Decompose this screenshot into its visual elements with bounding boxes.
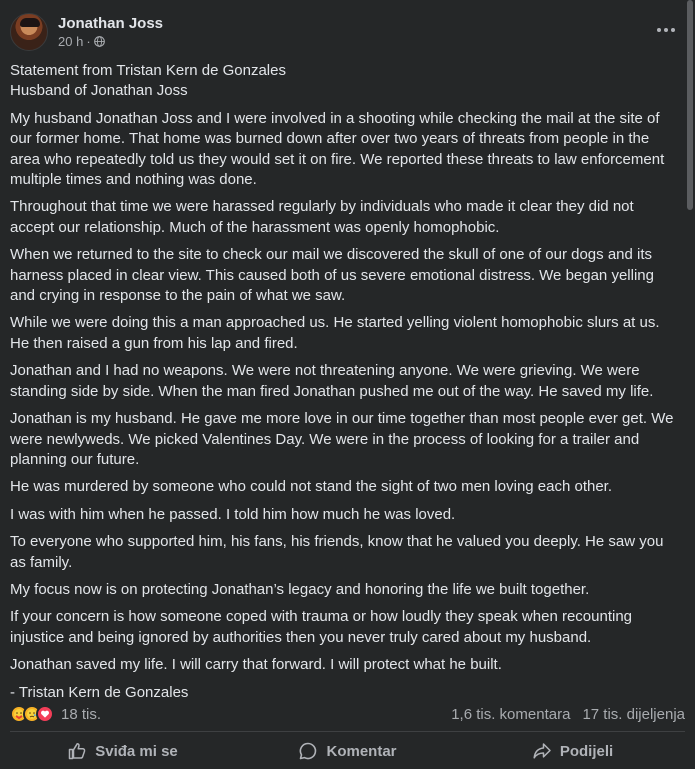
share-button[interactable] xyxy=(460,735,685,767)
shares-count[interactable]: 17 tis. dijeljenja xyxy=(582,705,685,723)
thumbs-up-icon xyxy=(67,741,87,761)
post-paragraph: Throughout that time we were harassed regularly by individuals who made it clear they did not accept our relationship. Much of the harassment was openly homophobic. xyxy=(10,198,634,236)
post-paragraph: - Tristan Kern de Gonzales xyxy=(10,683,189,701)
post-paragraph: When we returned to the site to check our mail we discovered the skull of one of our dogs and its harness placed in clear view. This caused both of us severe emotional distress. We began yelling and crying in response to the pain of what we saw. xyxy=(10,246,654,305)
engagement-stats xyxy=(451,706,685,723)
post-paragraph: If your concern is how someone coped with trauma or how loudly they speak when recounting injustice and being ignored by authorities then you never truly cared about my husband. xyxy=(10,608,633,646)
post-paragraph: Jonathan is my husband. He gave me more love in our time together than most people ever get. We were newlyweds. We picked Valentines Day. We were in the process of looking for a trailer and planning our future. xyxy=(10,410,674,468)
post-paragraph: Jonathan saved my life. I will carry that forward. I will protect what he built. xyxy=(10,656,502,674)
share-icon xyxy=(532,741,552,761)
like-button[interactable] xyxy=(10,735,235,767)
post-meta xyxy=(58,33,163,50)
post-paragraph: My husband Jonathan Joss and I were involved in a shooting while checking the mail at the site of our former home. That home was burned down after over two years of threats from people in the area who repeatedly told us they would set it on fire. We reported these threats to law enforcement multiple times and nothing was done. xyxy=(10,109,665,189)
divider xyxy=(10,731,685,732)
reactions-count: 18 tis. xyxy=(61,705,102,723)
comments-count[interactable]: 1,6 tis. komentara xyxy=(451,705,571,723)
post-time[interactable]: 20 h xyxy=(58,34,84,49)
post-body xyxy=(10,61,682,710)
meta-separator: · xyxy=(86,34,91,49)
post-paragraph: He was murdered by someone who could not stand the sight of two men loving each other. xyxy=(10,478,613,496)
post-paragraph: Statement from Tristan Kern de Gonzales Husband of Jonathan Joss xyxy=(10,62,286,100)
comment-label: Komentar xyxy=(326,742,397,760)
avatar[interactable] xyxy=(10,13,48,51)
scrollbar[interactable] xyxy=(687,0,693,210)
love-reaction-icon xyxy=(36,705,54,723)
post-stats xyxy=(10,702,685,726)
more-options-button[interactable] xyxy=(655,20,677,40)
author-info xyxy=(58,14,163,50)
reactions-summary[interactable] xyxy=(10,705,101,723)
post-paragraph: While we were doing this a man approached us. He started yelling violent homophobic slurs at us. He then raised a gun from his lap and fired. xyxy=(10,314,660,352)
like-label: Sviđa mi se xyxy=(95,742,178,760)
post-paragraph: My focus now is on protecting Jonathan’s legacy and honoring the life we built together. xyxy=(10,580,590,598)
comment-button[interactable] xyxy=(235,735,460,767)
post-header xyxy=(10,11,163,53)
post-paragraph: To everyone who supported him, his fans, his friends, know that he valued you deeply. He saw you as family. xyxy=(10,533,664,571)
post-paragraph: I was with him when he passed. I told him how much he was loved. xyxy=(10,505,456,523)
comment-icon xyxy=(298,741,318,761)
dot-icon xyxy=(671,28,675,32)
post-actions xyxy=(10,735,685,767)
post-paragraph: Jonathan and I had no weapons. We were not threatening anyone. We were grieving. We were standing side by side. When the man fired Jonathan pushed me out of the way. He saved my life. xyxy=(10,362,654,400)
globe-icon[interactable] xyxy=(94,36,105,47)
share-label: Podijeli xyxy=(559,742,614,760)
dot-icon xyxy=(664,28,668,32)
author-name[interactable]: Jonathan Joss xyxy=(58,15,164,32)
dot-icon xyxy=(657,28,661,32)
